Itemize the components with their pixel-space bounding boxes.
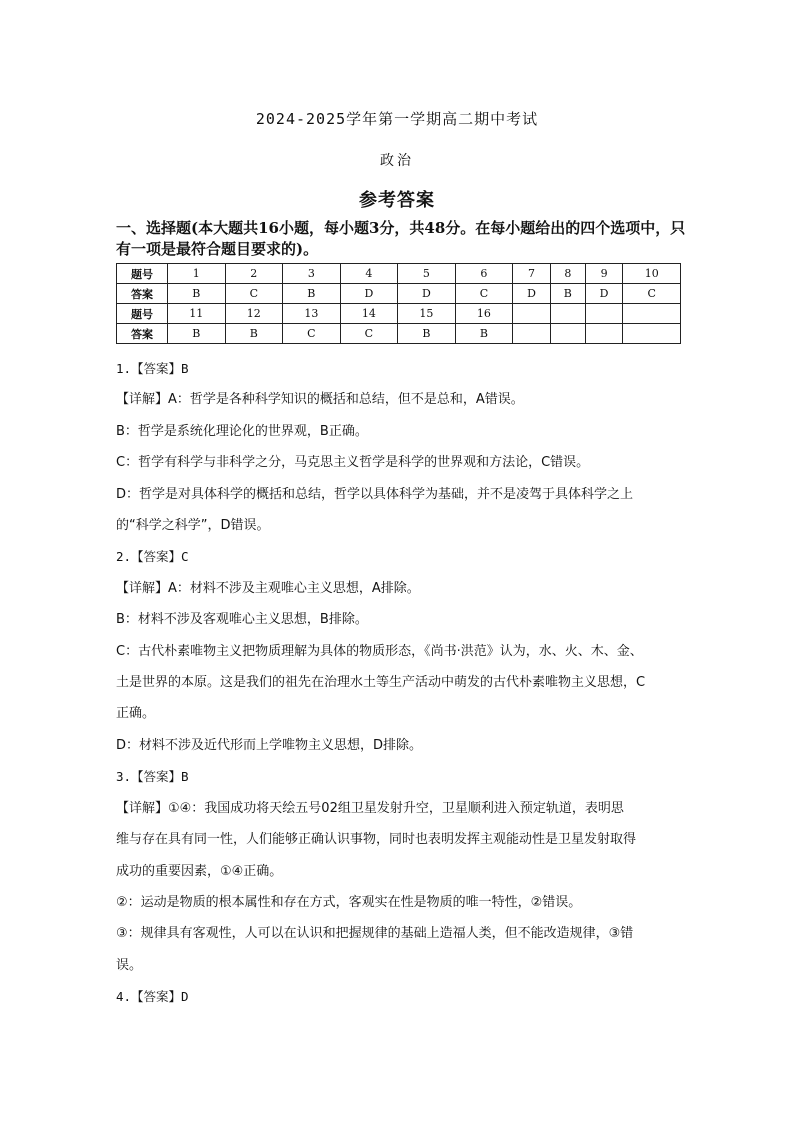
q3-line: ②：运动是物质的根本属性和存在方式，客观实在性是物质的唯一特性，②错误。: [116, 894, 582, 910]
q2-answer: 2.【答案】C: [116, 549, 189, 565]
answer-table-answer-cell: B: [550, 284, 585, 304]
exam-title: 2024-2025学年第一学期高二期中考试: [255, 110, 539, 128]
answer-table-number-cell: 16: [455, 304, 513, 324]
q2-line: B：材料不涉及客观唯心主义思想，B排除。: [116, 612, 368, 628]
q3-line: 成功的重要因素，①④正确。: [116, 863, 283, 879]
answer-table-number-cell: 14: [340, 304, 398, 324]
answer-table-number-cell: 6: [455, 264, 513, 284]
row-label: 答案: [117, 324, 168, 344]
q2-line: C：古代朴素唯物主义把物质理解为具体的物质形态，《尚书·洪范》认为，水、火、木、金、: [116, 643, 643, 659]
q1-answer: 1.【答案】B: [116, 361, 189, 376]
answer-table-answer-cell: [550, 324, 585, 344]
answer-table-number-row: [117, 264, 681, 284]
answer-table-number-cell: 3: [283, 264, 341, 284]
answer-table-answer-cell: B: [455, 324, 513, 344]
answer-table-number-cell: [585, 304, 623, 324]
answer-table-answer-cell: [513, 324, 551, 344]
q2-line: 正确。: [116, 706, 156, 722]
answer-table-number-cell: 9: [585, 264, 623, 284]
answer-key-title: 参考答案: [359, 190, 435, 211]
answer-table-answer-cell: C: [283, 324, 341, 344]
q2-line: D：材料不涉及近代形而上学唯物主义思想，D排除。: [116, 737, 423, 753]
row-label: 题号: [117, 304, 168, 324]
answer-table-answer-cell: [585, 324, 623, 344]
q2-line: 土是世界的本原。这是我们的祖先在治理水土等生产活动中萌发的古代朴素唯物主义思想，C: [116, 675, 646, 691]
answer-table-answer-cell: D: [513, 284, 551, 304]
q3-answer: 3.【答案】B: [116, 769, 189, 785]
answer-table-number-cell: 7: [513, 264, 551, 284]
q4-answer: 4.【答案】D: [116, 989, 189, 1005]
answer-table-answer-cell: C: [623, 284, 681, 304]
q1-line: D：哲学是对具体科学的概括和总结，哲学以具体科学为基础，并不是凌驾于具体科学之上: [116, 486, 634, 502]
answer-table-answer-row: [117, 284, 681, 304]
answer-table-number-cell: 4: [340, 264, 398, 284]
answer-table-answer-cell: B: [283, 284, 341, 304]
answer-table-number-cell: [513, 304, 551, 324]
subject-title: 政治: [380, 153, 414, 169]
q1-line: 的“科学之科学”，D错误。: [116, 518, 270, 534]
q1-line: C：哲学有科学与非科学之分，马克思主义哲学是科学的世界观和方法论，C错误。: [116, 455, 590, 471]
answer-table-number-cell: 2: [225, 264, 283, 284]
q1-line: 【详解】A：哲学是各种科学知识的概括和总结，但不是总和，A错误。: [116, 392, 524, 408]
q3-line: ③：规律具有客观性，人可以在认识和把握规律的基础上造福人类，但不能改造规律，③错: [116, 926, 634, 942]
answer-table-answer-cell: C: [340, 324, 398, 344]
answer-table-answer-cell: D: [398, 284, 456, 304]
answer-table-answer-cell: C: [455, 284, 513, 304]
section-1-heading: 一、选择题(本大题共16小题，每小题3分，共48分。在每小题给出的四个选项中，只有一项是最符合题目要求的)。: [116, 219, 686, 258]
answer-table-answer-cell: B: [398, 324, 456, 344]
answer-table-number-cell: [550, 304, 585, 324]
explanations: [116, 353, 686, 1013]
q2-line: 【详解】A：材料不涉及主观唯心主义思想，A排除。: [116, 580, 420, 596]
answer-table-answer-row: [117, 324, 681, 344]
answer-table-answer-cell: D: [585, 284, 623, 304]
q3-line: 误。: [116, 957, 143, 973]
answer-table-answer-cell: B: [225, 324, 283, 344]
row-label: 答案: [117, 284, 168, 304]
answer-table-answer-cell: D: [340, 284, 398, 304]
answer-table-answer-cell: B: [168, 324, 226, 344]
answer-table-number-cell: 13: [283, 304, 341, 324]
answer-table-answer-cell: [623, 324, 681, 344]
row-label: 题号: [117, 264, 168, 284]
answer-table-answer-cell: C: [225, 284, 283, 304]
answer-table-number-cell: 15: [398, 304, 456, 324]
answer-table-number-cell: 8: [550, 264, 585, 284]
answer-table-answer-cell: B: [168, 284, 226, 304]
answer-table-number-cell: 12: [225, 304, 283, 324]
answer-table-number-cell: 5: [398, 264, 456, 284]
answer-table: [116, 263, 681, 344]
answer-table-number-cell: 11: [168, 304, 226, 324]
answer-table-number-cell: 10: [623, 264, 681, 284]
answer-table-number-cell: [623, 304, 681, 324]
answer-table-number-row: [117, 304, 681, 324]
answer-table-number-cell: 1: [168, 264, 226, 284]
q3-line: 【详解】①④：我国成功将天绘五号02组卫星发射升空，卫星顺利进入预定轨道，表明思: [116, 800, 624, 816]
q3-line: 维与存在具有同一性，人们能够正确认识事物，同时也表明发挥主观能动性是卫星发射取得: [116, 832, 637, 848]
q1-line: B：哲学是系统化理论化的世界观，B正确。: [116, 423, 368, 439]
